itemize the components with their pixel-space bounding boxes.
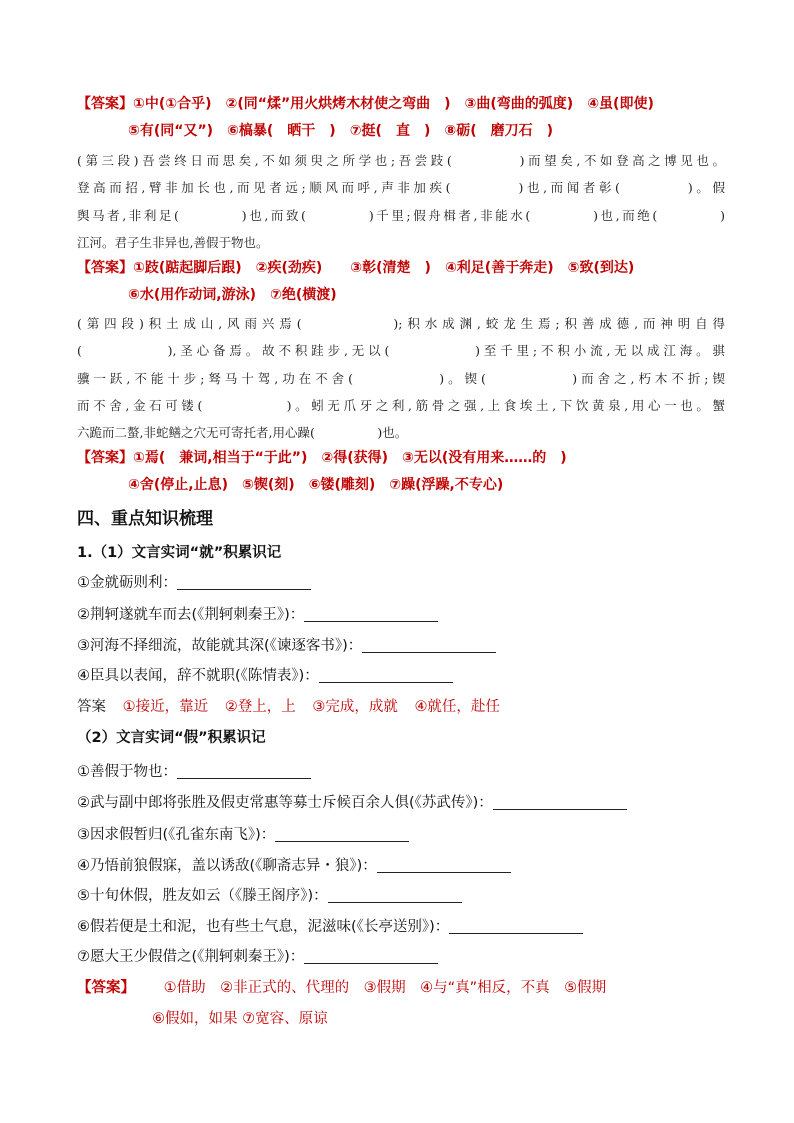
answer-block-2-line-1: 【答案】①跂(踮起脚后跟) ②疾(劲疾) ③彰(清楚 ) ④利足(善于奔走) ⑤致(到达): [77, 260, 635, 276]
answer-blank[interactable]: [377, 858, 511, 873]
answer-label: 【答案】: [77, 980, 135, 996]
passage-4-line-1: (第四段)积土成山,风雨兴焉( );积水成渊,蛟龙生焉;积善成德,而神明自得: [77, 316, 725, 331]
answer-block-2-line-2: ⑥水(用作动词,游泳) ⑦绝(横渡): [128, 287, 337, 303]
item-text: ⑦愿大王少假借之(《荆轲刺秦王》)：: [77, 949, 305, 965]
answer-label: 答案: [77, 699, 106, 715]
answer-blank[interactable]: [304, 607, 438, 622]
item-text: ③因求假暂归(《孔雀东南飞》)：: [77, 827, 276, 843]
group-1-item-3: [77, 634, 496, 655]
item-text: ⑥假若便是土和泥，也有些土气息，泥滋味(《长亭送别》)：: [77, 919, 450, 935]
passage-4-line-3: 骥一跃,不能十步;驽马十驾,功在不舍( )。锲( )而舍之,朽木不折;锲: [77, 370, 725, 386]
answers-row-1: ①借助 ②非正式的、代理的 ③假期 ④与“真”相反，不真 ⑤假期: [163, 980, 607, 996]
group-2-item-3: [77, 823, 409, 844]
answer-blank[interactable]: [449, 919, 583, 934]
answer-block-3-line-1: 【答案】①焉( 兼词,相当于“于此”) ②得(获得) ③无以(没有用来……的 ): [77, 450, 567, 466]
group-2-item-5: [77, 884, 462, 905]
answer-block-1-line-2: ⑤有(同“又”) ⑥槁暴( 晒干 ) ⑦挺( 直 ) ⑧砺( 磨刀石 ): [128, 123, 554, 139]
group-1-title: 1.（1）文言实词“就”积累识记: [77, 545, 282, 561]
passage-paragraph-3: [77, 147, 725, 256]
group-1-item-4: [77, 664, 453, 685]
item-text: ④乃悟前狼假寐，盖以诱敌(《聊斋志异・狼》)：: [77, 858, 377, 874]
item-text: ②荆轲遂就车而去(《荆轲刺秦王》)：: [77, 607, 305, 623]
answer-blank[interactable]: [362, 638, 496, 653]
group-2-answer-line-2: [152, 1007, 328, 1028]
group-1-item-2: [77, 603, 438, 624]
answer-4: ④就任，赴任: [414, 699, 500, 715]
answer-blank[interactable]: [319, 668, 453, 683]
answer-3: ③完成，成就: [312, 699, 398, 715]
answer-1: ①接近，靠近: [122, 699, 209, 715]
answer-blank[interactable]: [493, 795, 627, 810]
answers-row-2: ⑥假如，如果 ⑦宽容、原谅: [152, 1011, 328, 1027]
item-text: ①金就砺则利：: [77, 575, 177, 591]
section-heading: 四、重点知识梳理: [77, 509, 213, 529]
item-text: ①善假于物也：: [77, 764, 177, 780]
group-2-item-1: [77, 760, 311, 781]
group-1-item-1: [77, 571, 311, 592]
group-2-item-2: [77, 791, 627, 812]
item-text: ③河海不择细流，故能就其深(《谏逐客书》)：: [77, 638, 363, 654]
answer-block-3-line-2: ④舍(停止,止息) ⑤锲(刻) ⑥镂(雕刻) ⑦躁(浮躁,不专心): [128, 477, 504, 493]
item-text: ⑤十旬休假，胜友如云（《滕王阁序》)：: [77, 888, 328, 904]
group-2-item-6: [77, 915, 583, 936]
passage-4-line-4: 而不舍,金石可镂( )。蚓无爪牙之利,筋骨之强,上食埃土,下饮黄泉,用心一也。蟹: [77, 397, 725, 413]
answer-2: ②登上，上: [224, 699, 296, 715]
answer-blank[interactable]: [177, 764, 311, 779]
passage-3-line-4: 江河。君子生非异也,善假于物也。: [77, 234, 269, 250]
answer-blank[interactable]: [304, 949, 438, 964]
group-2-answer-line-1: [77, 976, 606, 997]
passage-paragraph-4: [77, 310, 725, 446]
passage-3-line-3: 舆马者,非利足( )也,而致( )千里;假舟楫者,非能水( )也,而绝( ): [77, 207, 725, 223]
answer-blank[interactable]: [328, 888, 462, 903]
answer-blank[interactable]: [275, 827, 409, 842]
group-2-title: （2）文言实词“假”积累识记: [77, 730, 266, 746]
item-text: ②武与副中郎将张胜及假吏常惠等募士斥候百余人俱(《苏武传》)：: [77, 795, 493, 811]
answer-blank[interactable]: [177, 575, 311, 590]
group-2-item-7: [77, 945, 438, 966]
group-2-item-4: [77, 854, 511, 875]
passage-4-line-2: ( ),圣心备焉。故不积跬步,无以( )至千里;不积小流,无以成江海。骐: [77, 343, 725, 359]
group-1-answer: [77, 695, 500, 716]
item-text: ④臣具以表闻，辞不就职(《陈情表》)：: [77, 668, 319, 684]
passage-4-line-5: 六跪而二螯,非蛇鳝之穴无可寄托者,用心躁( )也。: [77, 425, 408, 441]
passage-3-line-1: (第三段)吾尝终日而思矣,不如须臾之所学也;吾尝跂( )而望矣,不如登高之博见也。: [77, 153, 725, 168]
passage-3-line-2: 登高而招,臂非加长也,而见者远;顺风而呼,声非加疾( )也,而闻者彰( )。假: [77, 180, 725, 196]
answer-block-1-line-1: 【答案】①中(①合乎) ②(同“煣”用火烘烤木材使之弯曲 ) ③曲(弯曲的弧度) ④虽(即使): [77, 96, 654, 112]
